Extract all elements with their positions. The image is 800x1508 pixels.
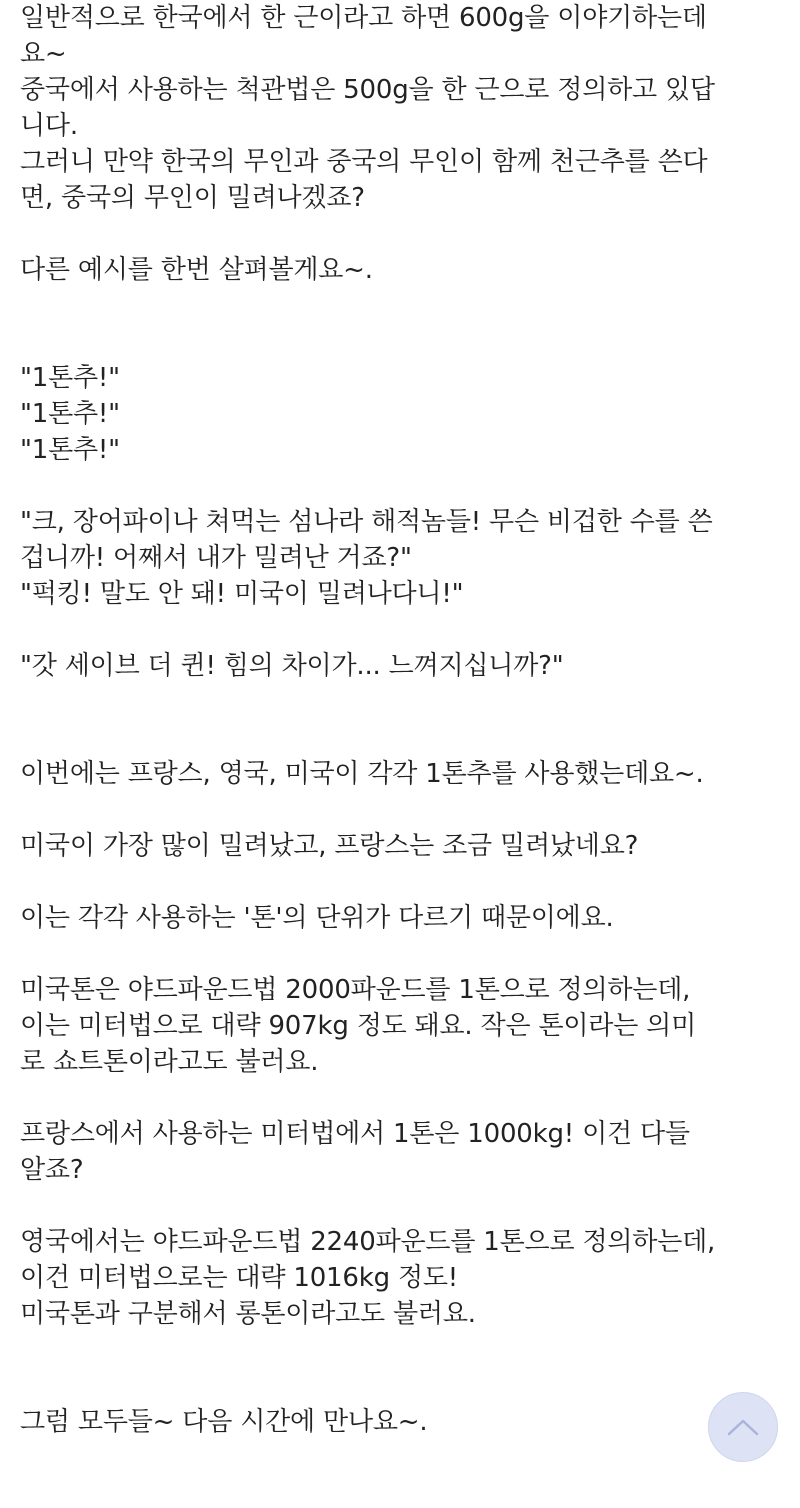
chevron-up-icon	[726, 1417, 760, 1437]
text-line: 로 쇼트톤이라고도 불러요.	[20, 1047, 319, 1077]
quote-line: "크, 장어파이나 쳐먹는 섬나라 해적놈들! 무슨 비겁한 수를 쓴	[20, 507, 713, 537]
text-line: 이는 각각 사용하는 '톤'의 단위가 다르기 때문이에요.	[20, 903, 614, 933]
blank-line	[20, 684, 785, 720]
quote-line: "1톤추!"	[20, 435, 120, 465]
blank-line	[20, 288, 785, 324]
text-line: 다른 예시를 한번 살펴볼게요~.	[20, 255, 373, 285]
blank-line	[20, 1080, 785, 1116]
article-body	[20, 0, 785, 1440]
quote-line: "갓 세이브 더 퀸! 힘의 차이가... 느껴지십니까?"	[20, 651, 564, 681]
quote-line: "퍽킹! 말도 안 돼! 미국이 밀려나다니!"	[20, 579, 464, 609]
quote-line: 겁니까! 어째서 내가 밀려난 거죠?"	[20, 543, 412, 573]
text-line: 영국에서는 야드파운드법 2240파운드를 1톤으로 정의하는데,	[20, 1227, 716, 1257]
blank-line	[20, 216, 785, 252]
blank-line	[20, 1368, 785, 1404]
text-line: 이건 미터법으로는 대략 1016kg 정도!	[20, 1263, 459, 1293]
blank-line	[20, 612, 785, 648]
text-line: 그러니 만약 한국의 무인과 중국의 무인이 함께 천근추를 쓴다	[20, 147, 708, 177]
blank-line	[20, 1188, 785, 1224]
text-line: 알죠?	[20, 1155, 84, 1185]
blank-line	[20, 792, 785, 828]
text-line: 요~	[20, 39, 67, 69]
text-line: 이번에는 프랑스, 영국, 미국이 각각 1톤추를 사용했는데요~.	[20, 759, 704, 789]
text-line: 이는 미터법으로 대략 907kg 정도 돼요. 작은 톤이라는 의미	[20, 1011, 697, 1041]
text-line: 그럼 모두들~ 다음 시간에 만나요~.	[20, 1407, 428, 1437]
blank-line	[20, 720, 785, 756]
text-line: 프랑스에서 사용하는 미터법에서 1톤은 1000kg! 이건 다들	[20, 1119, 690, 1149]
text-line: 일반적으로 한국에서 한 근이라고 하면 600g을 이야기하는데	[20, 3, 707, 33]
text-line: 중국에서 사용하는 척관법은 500g을 한 근으로 정의하고 있답	[20, 75, 715, 105]
blank-line	[20, 936, 785, 972]
scroll-to-top-button[interactable]	[708, 1392, 778, 1462]
quote-line: "1톤추!"	[20, 399, 120, 429]
blank-line	[20, 864, 785, 900]
text-line: 미국톤과 구분해서 롱톤이라고도 불러요.	[20, 1299, 476, 1329]
blank-line	[20, 1332, 785, 1368]
text-line: 면, 중국의 무인이 밀려나겠죠?	[20, 183, 365, 213]
blank-line	[20, 468, 785, 504]
text-line: 미국톤은 야드파운드법 2000파운드를 1톤으로 정의하는데,	[20, 975, 691, 1005]
blank-line	[20, 324, 785, 360]
quote-line: "1톤추!"	[20, 363, 120, 393]
text-line: 니다.	[20, 111, 78, 141]
text-line: 미국이 가장 많이 밀려났고, 프랑스는 조금 밀려났네요?	[20, 831, 639, 861]
